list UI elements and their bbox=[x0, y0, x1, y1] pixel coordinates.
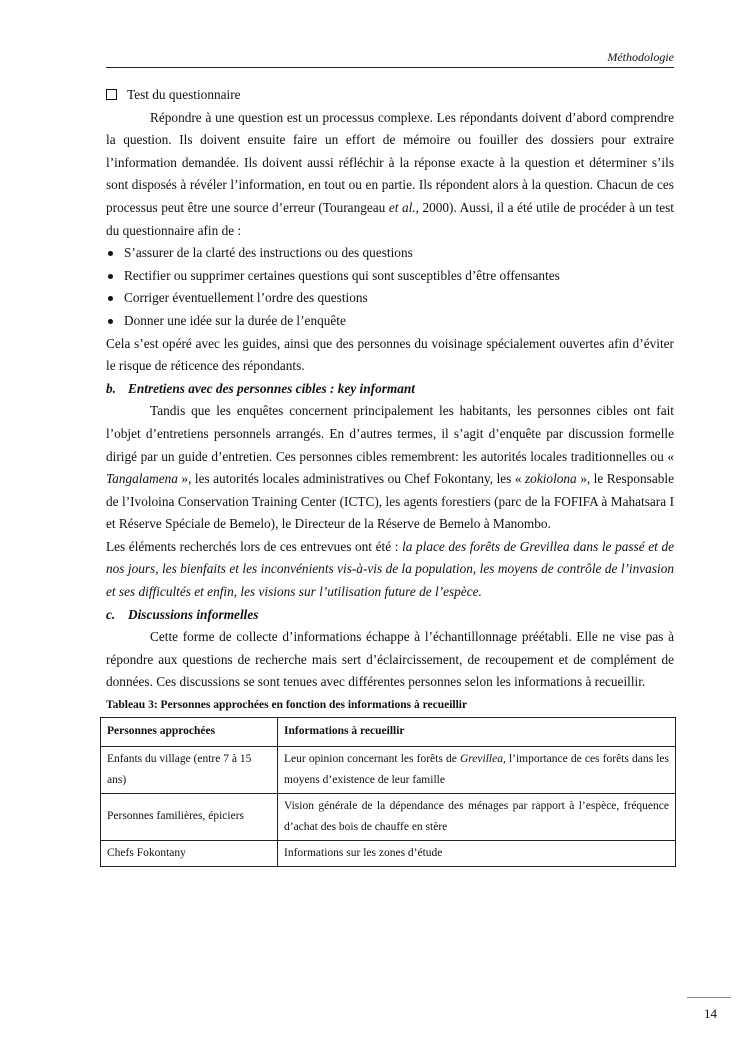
table-cell-info-italic: Grevillea bbox=[459, 752, 503, 765]
table-row bbox=[101, 746, 676, 793]
section-c-heading bbox=[106, 604, 674, 627]
citation-etal: et al. bbox=[388, 199, 416, 215]
section-b-text-c: », le Responsable de l’Ivoloina Conservation Training Center (ICTC), les agents forestiers (parc de la FOFIFA à Mahatsara I et Réserve Spéciale de Bemelo), le Directeur de la Réserve de Bemelo à Manombo. bbox=[106, 471, 674, 532]
list-item-text: Corriger éventuellement l’ordre des questions bbox=[124, 290, 368, 306]
section-b-text-b: », les autorités locales administratives ou Chef Fokontany, les « bbox=[177, 471, 525, 487]
table-cell-info: Vision générale de la dépendance des ménages par rapport à l’espèce, fréquence d’achat des bois de chauffe en stère bbox=[278, 793, 676, 840]
section-c-letter: c. bbox=[106, 606, 116, 622]
section-b-title: Entretiens avec des personnes cibles : key informant bbox=[128, 380, 415, 396]
term-zokiolona: zokiolona bbox=[525, 471, 577, 487]
section-b-elements-italic: la place des forêts de Grevillea dans le passé et de nos jours, les bienfaits et les inconvénients vis-à-vis de la population, les moyens de contrôle de l’invasion et ses difficultés et enfin, les visions sur l’utilisation future de l’espèce. bbox=[106, 538, 674, 600]
persons-table bbox=[100, 717, 676, 867]
table-cell-info-text-a: Leur opinion concernant les forêts de bbox=[284, 752, 460, 765]
section-b-heading bbox=[106, 378, 674, 401]
header-rule bbox=[106, 67, 674, 68]
checkbox-icon bbox=[106, 89, 117, 100]
table-header-row bbox=[101, 717, 676, 746]
list-item-text: Rectifier ou supprimer certaines questions qui sont susceptibles d’être offensantes bbox=[124, 267, 560, 283]
section-b-elements-paragraph bbox=[106, 536, 674, 604]
table-caption: Tableau 3: Personnes approchées en fonction des informations à recueillir bbox=[106, 699, 468, 712]
list-item bbox=[106, 265, 674, 288]
test-paragraph-end: , 2000). Aussi, il a été utile de procéder à un test du questionnaire afin de : bbox=[106, 199, 674, 238]
table-header-persons: Personnes approchées bbox=[101, 717, 278, 746]
list-item bbox=[106, 287, 674, 310]
table-cell-info bbox=[278, 746, 676, 793]
section-b-letter: b. bbox=[106, 380, 116, 396]
section-c-paragraph: Cette forme de collecte d’informations échappe à l’échantillonnage préétabli. Elle ne vise pas à répondre aux questions de recherche mais sert d’éclaircissement, de recoupement et de complément de données. Ces discussions se sont tenues avec différentes personnes selon les informations à recueillir. bbox=[106, 629, 674, 690]
test-bullet-list bbox=[106, 242, 674, 332]
list-item bbox=[106, 310, 674, 333]
test-paragraph-text: Répondre à une question est un processus complexe. Les répondants doivent d’abord comprendre la question. Ils doivent ensuite faire un effort de mémoire ou fouiller des dossiers pour extraire l’information demandée. Ils doivent aussi réfléchir à la réponse exacte à la question et déterminer s’ils sont disposés à révéler l’information, en tout ou en partie. Ils répondent alors à la question. Chacun de ces processus peut être une source d’erreur (Tourangeau bbox=[106, 109, 674, 215]
list-item-text: S’assurer de la clarté des instructions ou des questions bbox=[124, 245, 413, 261]
table-header-info: Informations à recueillir bbox=[278, 717, 676, 746]
term-tangalamena: Tangalamena bbox=[106, 471, 178, 487]
subsection-test-label: Test du questionnaire bbox=[127, 87, 241, 102]
table-row bbox=[101, 793, 676, 840]
bullet-icon bbox=[108, 251, 113, 256]
list-item bbox=[106, 242, 674, 265]
subsection-test-heading bbox=[106, 84, 674, 107]
table-cell-person: Personnes familières, épiciers bbox=[101, 793, 278, 840]
page-number: 14 bbox=[704, 1006, 717, 1021]
list-item-text: Donner une idée sur la durée de l’enquête bbox=[124, 312, 346, 328]
section-b-text-a: Tandis que les enquêtes concernent principalement les habitants, les personnes cibles ont fait l’objet d’entretiens personnels arrangés. En d’autres termes, il s’agit d’enquête par discussion formelle dirigé par un guide d’entretien. Ces personnes cibles remembrent: les autorités locales traditionnelles ou « bbox=[106, 403, 674, 464]
page-content bbox=[106, 84, 674, 867]
test-paragraph bbox=[106, 107, 674, 243]
section-b-elements-lead: Les éléments recherchés lors de ces entrevues ont été : bbox=[106, 538, 403, 554]
section-b-paragraph bbox=[106, 400, 674, 536]
bullet-icon bbox=[108, 319, 113, 324]
table-cell-person: Chefs Fokontany bbox=[101, 840, 278, 866]
bullet-icon bbox=[108, 274, 113, 279]
section-c-title: Discussions informelles bbox=[128, 606, 259, 622]
test-closing-paragraph: Cela s’est opéré avec les guides, ainsi que des personnes du voisinage spécialement ouvertes afin d’éviter le risque de réticence des répondants. bbox=[106, 335, 674, 374]
table-cell-info-text-b: , l’importance de ces forêts dans les moyens d’existence de leur famille bbox=[284, 752, 669, 786]
table-cell-info: Informations sur les zones d’étude bbox=[278, 840, 676, 866]
table-row bbox=[101, 840, 676, 866]
table-cell-person: Enfants du village (entre 7 à 15 ans) bbox=[101, 746, 278, 793]
running-header: Méthodologie bbox=[607, 50, 674, 64]
bullet-icon bbox=[108, 296, 113, 301]
footer-rule bbox=[687, 997, 731, 998]
